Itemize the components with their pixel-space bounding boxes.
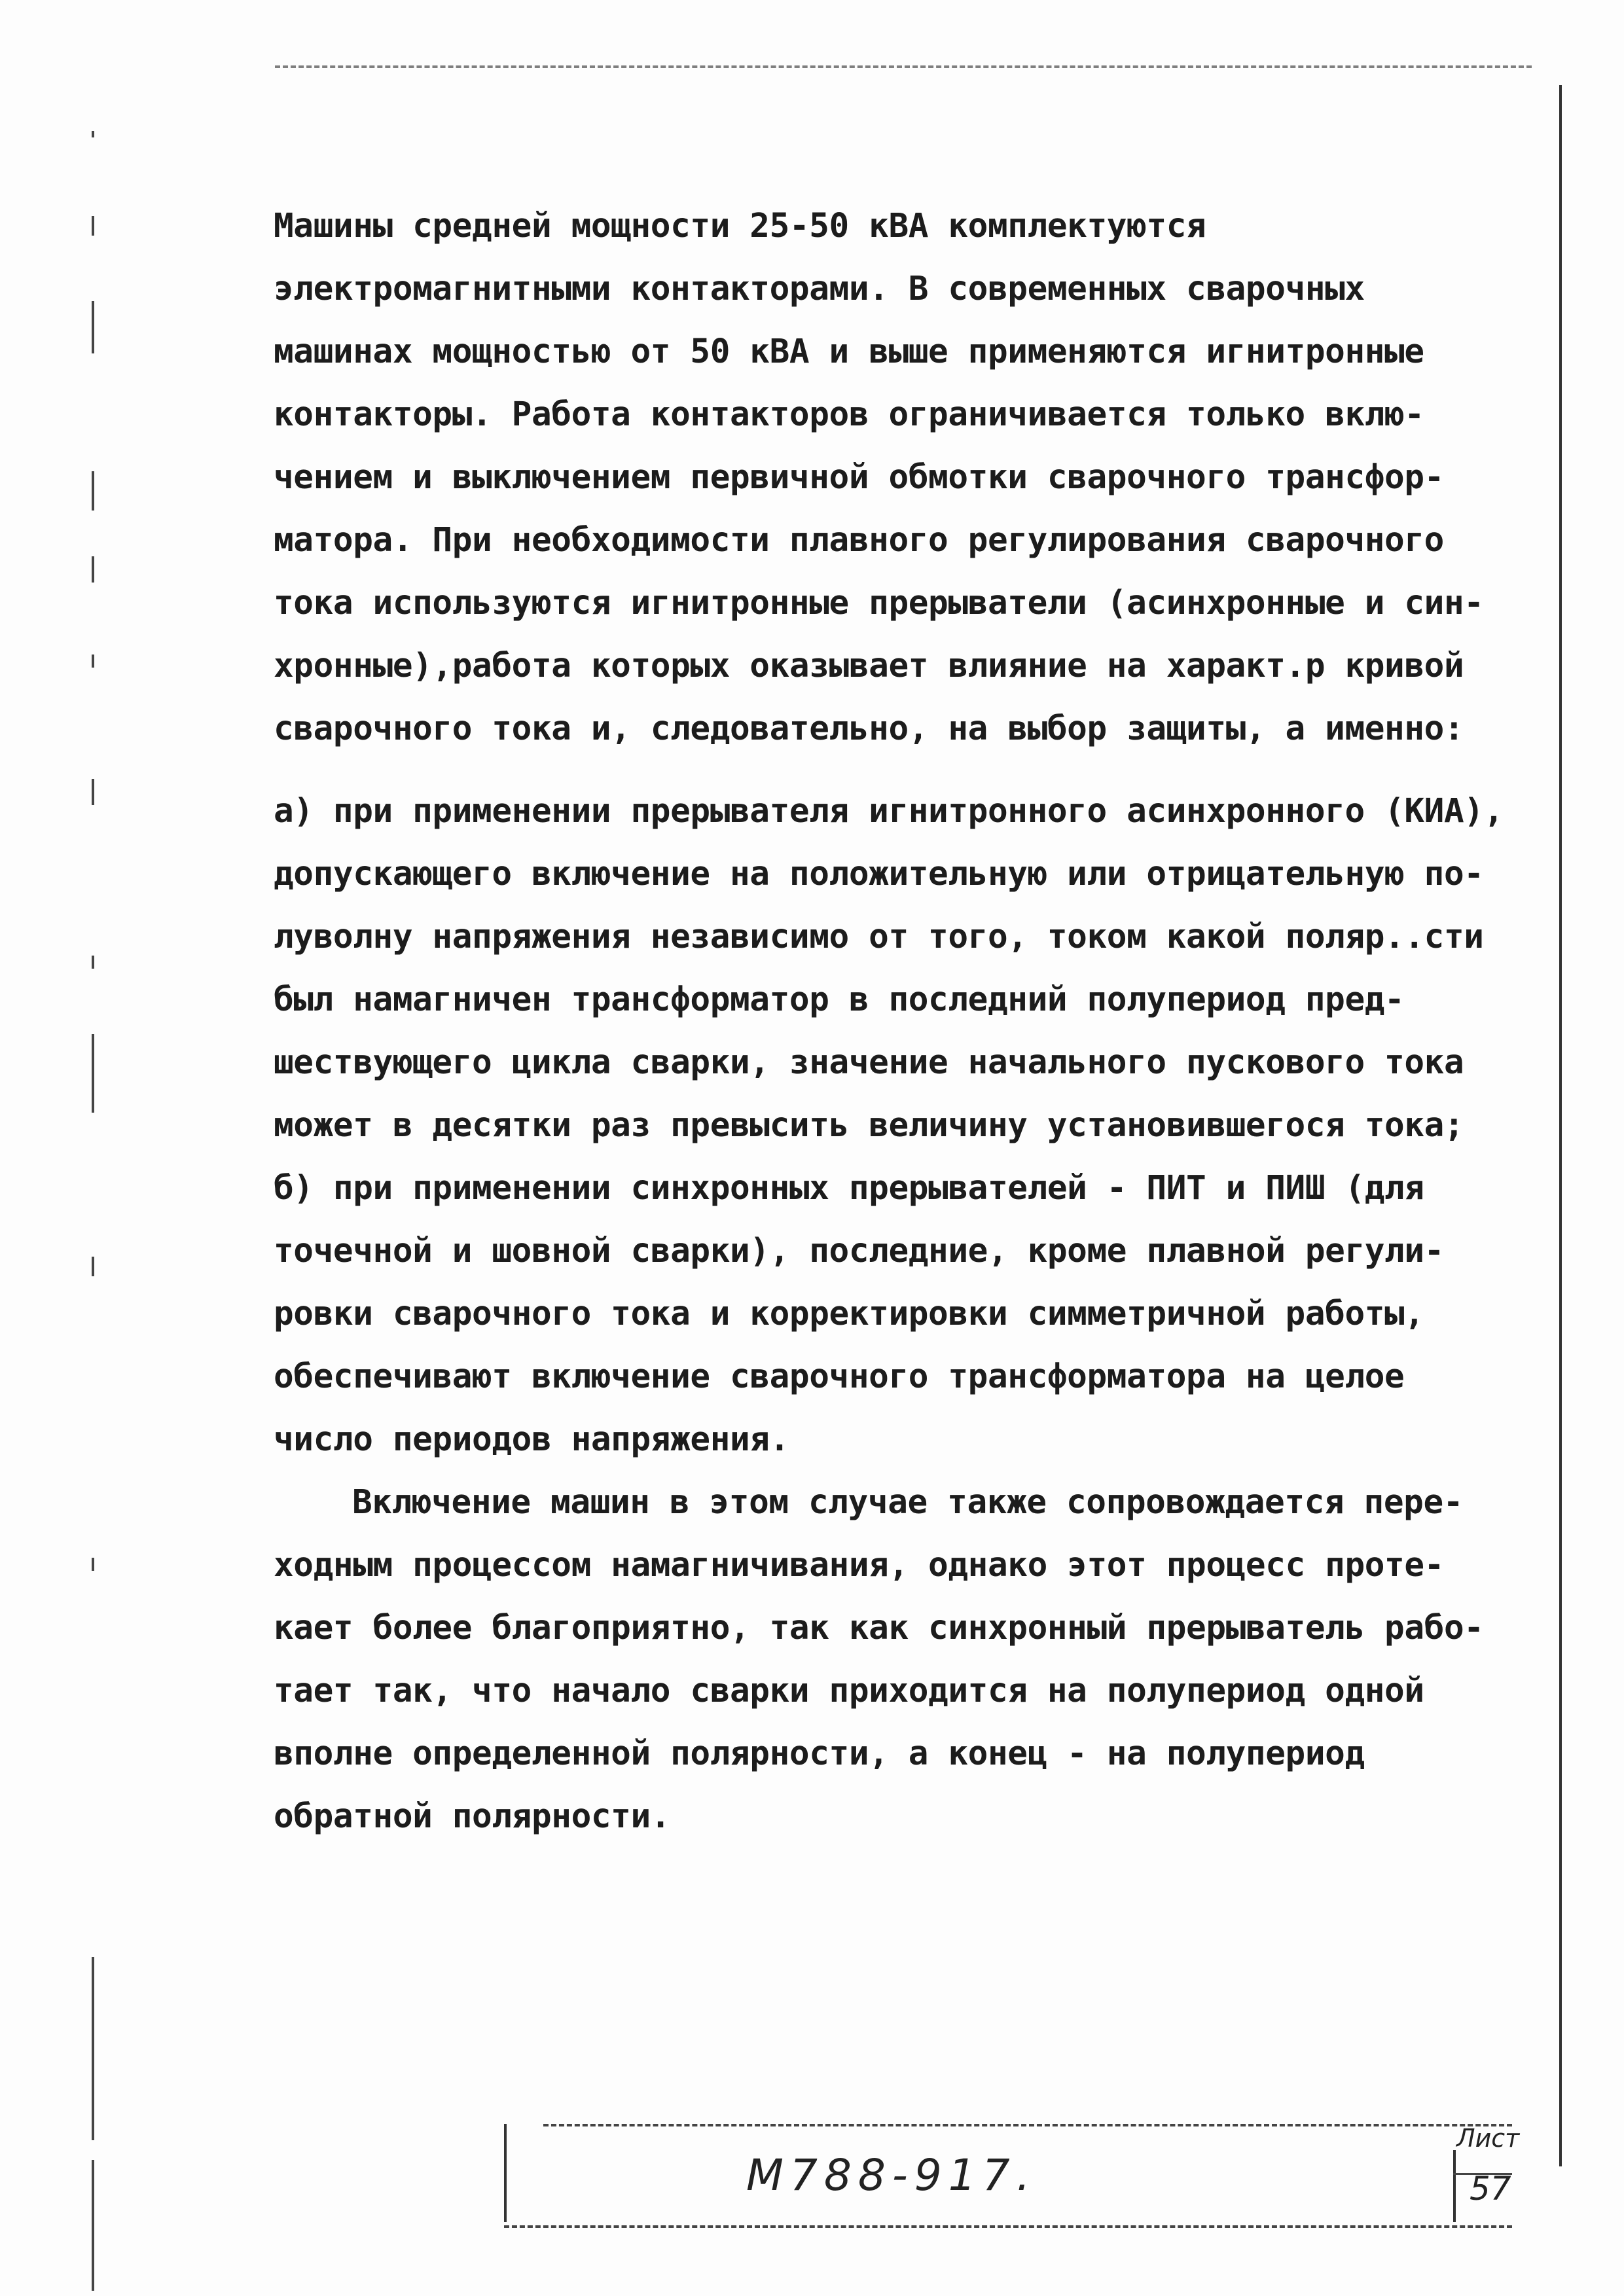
text-line: вполне определенной полярности, а конец - на полупериод <box>274 1734 1365 1773</box>
text-line: Включение машин в этом случае также сопровождается пере- <box>352 1483 1464 1522</box>
title-block-stamp <box>504 2124 1525 2229</box>
text-line: Машины средней мощности 25-50 кВА комплектуются <box>274 207 1206 245</box>
left-binding-marks <box>92 131 105 2160</box>
list-item-a <box>274 780 1504 1157</box>
sheet-label: Лист <box>1456 2124 1520 2153</box>
text-line: ходным процессом намагничивания, однако этот процесс проте- <box>274 1546 1444 1585</box>
stamp-sheet-divider <box>1453 2150 1456 2222</box>
right-frame-line <box>1559 85 1562 2166</box>
text-line: электромагнитными контакторами. В современных сварочных <box>274 270 1365 308</box>
text-line: чением и выключением первичной обмотки сварочного трансфор- <box>274 458 1444 497</box>
text-line: б) при применении синхронных прерывателей - ПИТ и ПИШ (для <box>274 1169 1424 1208</box>
stamp-top-line <box>543 2124 1512 2126</box>
text-line: кает более благоприятно, так как синхронный прерыватель рабо- <box>274 1609 1484 1647</box>
top-scan-edge <box>275 65 1532 68</box>
text-line: сварочного тока и, следовательно, на выбор защиты, а именно: <box>274 709 1464 748</box>
text-line: контакторы. Работа контакторов ограничивается только вклю- <box>274 395 1424 434</box>
document-code: М788-917. <box>746 2150 1037 2200</box>
stamp-bottom-line <box>504 2225 1512 2228</box>
list-item-b <box>274 1157 1504 1471</box>
text-line: число периодов напряжения. <box>274 1420 789 1459</box>
stamp-left-line <box>504 2124 507 2222</box>
text-line: может в десятки раз превысить величину установившегося тока; <box>274 1106 1464 1145</box>
text-line: обратной полярности. <box>274 1797 671 1836</box>
paragraph-gap <box>274 761 1504 780</box>
text-line: а) при применении прерывателя игнитронного асинхронного (КИА), <box>274 792 1504 831</box>
document-body <box>274 195 1504 1848</box>
intro-paragraph <box>274 195 1504 761</box>
text-line: луволну напряжения независимо от того, током какой поляр..сти <box>274 918 1484 956</box>
sheet-number: 57 <box>1470 2170 1511 2208</box>
text-line: матора. При необходимости плавного регулирования сварочного <box>274 521 1444 560</box>
text-line: ровки сварочного тока и корректировки симметричной работы, <box>274 1295 1424 1333</box>
text-line: допускающего включение на положительную или отрицательную по- <box>274 855 1484 893</box>
text-line: машинах мощностью от 50 кВА и выше применяются игнитронные <box>274 332 1424 371</box>
text-line: тока используются игнитронные прерыватели (асинхронные и син- <box>274 584 1484 622</box>
text-line: хронные),работа которых оказывает влияние на характ.р кривой <box>274 647 1464 685</box>
text-line: точечной и шовной сварки), последние, кроме плавной регули- <box>274 1232 1444 1270</box>
text-line: обеспечивают включение сварочного трансформатора на целое <box>274 1357 1405 1396</box>
text-line: шествующего цикла сварки, значение начального пускового тока <box>274 1043 1464 1082</box>
final-paragraph <box>274 1471 1504 1848</box>
text-line: был намагничен трансформатор в последний полупериод пред- <box>274 980 1405 1019</box>
text-line: тает так, что начало сварки приходится на полупериод одной <box>274 1672 1424 1710</box>
